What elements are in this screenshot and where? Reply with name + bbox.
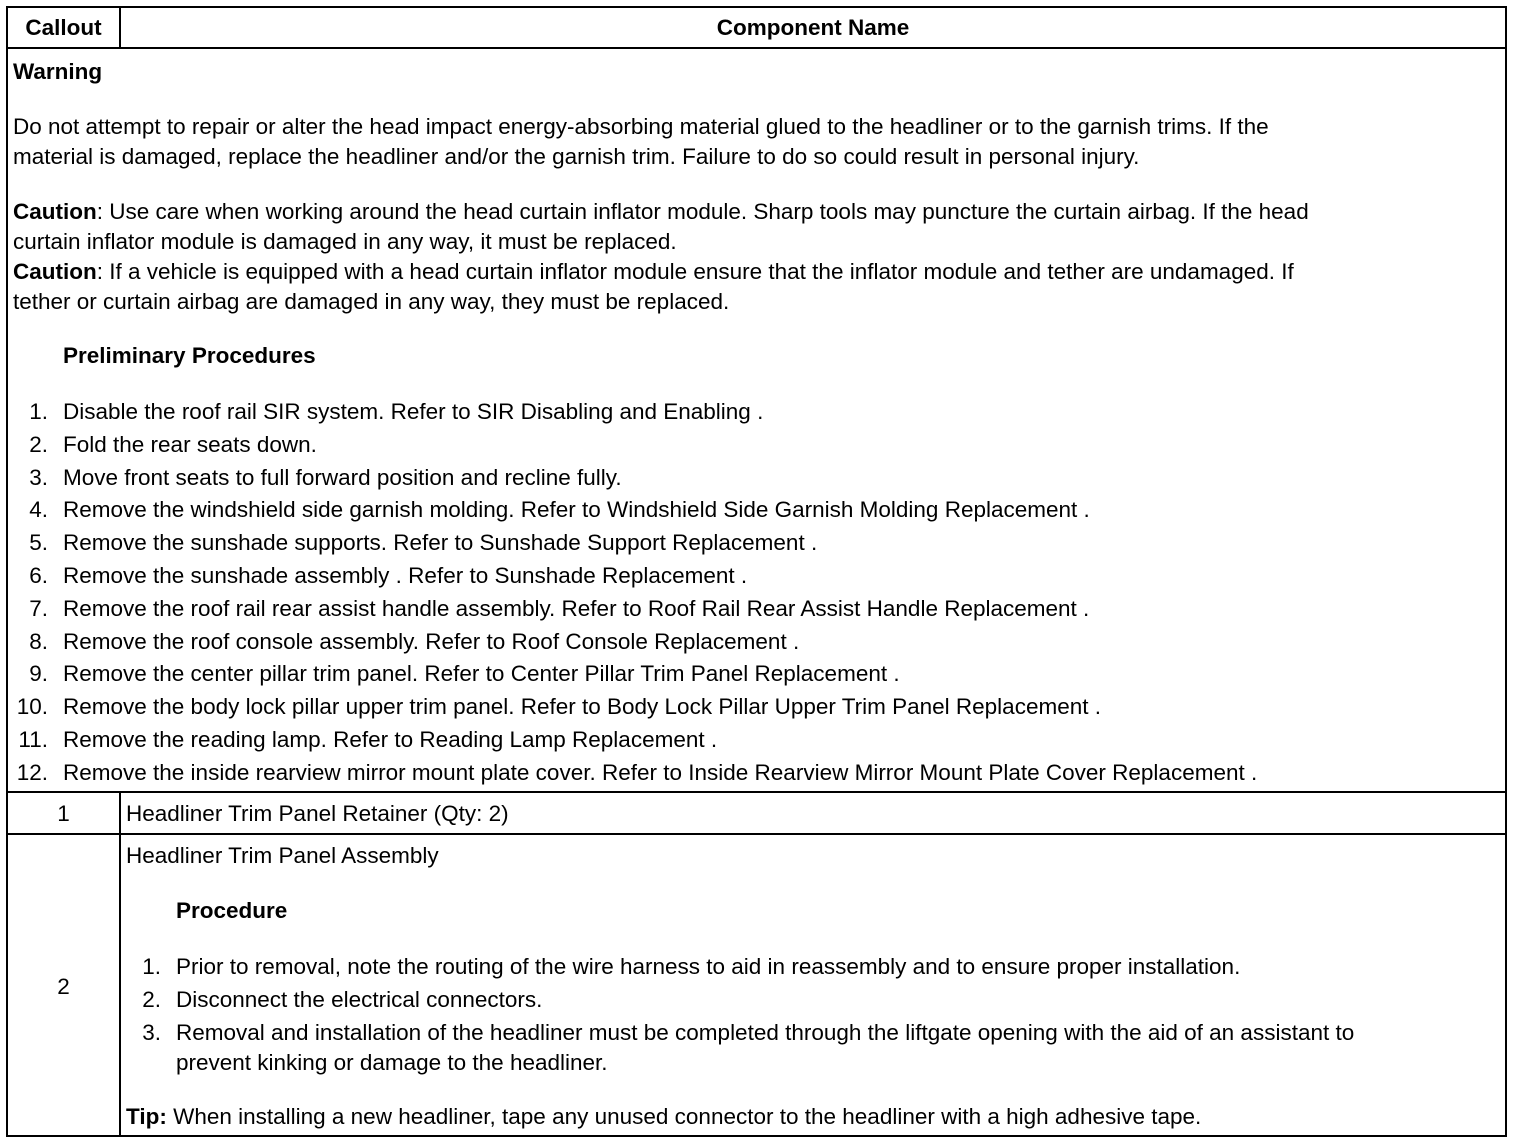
procedure-step-number: 2.: [142, 987, 161, 1012]
procedure-step-text: Removal and installation of the headliner must be completed through the liftgate opening with the aid of an assistant to: [176, 1020, 1355, 1045]
row-1-component-name: Headliner Trim Panel Retainer (Qty: 2): [126, 801, 509, 826]
preliminary-step-number: 10.: [16, 694, 48, 720]
preliminary-step-number: 9.: [29, 661, 48, 687]
row-2-top-divider: [8, 833, 1505, 835]
preliminary-step-number: 7.: [29, 595, 48, 621]
caution-1-text: : Use care when working around the head curtain inflator module. Sharp tools may puncture the curtain airbag. If the head: [96, 199, 1309, 224]
preliminary-procedures-title: Preliminary Procedures: [63, 343, 316, 368]
preliminary-step-text: Remove the body lock pillar upper trim panel. Refer to Body Lock Pillar Upper Trim Panel Replacement .: [63, 694, 1101, 720]
row-1-callout: 1: [57, 801, 70, 826]
procedure-step-text: Prior to removal, note the routing of the wire harness to aid in reassembly and to ensure proper installation.: [176, 954, 1241, 979]
preliminary-step-number: 8.: [29, 628, 48, 654]
header-callout: Callout: [25, 15, 102, 40]
caution-1-line-2: curtain inflator module is damaged in any way, it must be replaced.: [13, 229, 677, 254]
preliminary-step-number: 11.: [18, 727, 48, 752]
caution-1-label: Caution: [13, 199, 97, 224]
procedure-step-text: Disconnect the electrical connectors.: [176, 987, 543, 1012]
preliminary-step-text: Remove the windshield side garnish molding. Refer to Windshield Side Garnish Molding Replacement .: [63, 497, 1090, 523]
row-1-top-divider: [8, 791, 1505, 793]
preliminary-step-text: Remove the reading lamp. Refer to Reading Lamp Replacement .: [63, 727, 718, 752]
preliminary-step-text: Remove the sunshade assembly . Refer to Sunshade Replacement .: [63, 563, 748, 588]
tip-text: When installing a new headliner, tape any unused connector to the headliner with a high adhesive tape.: [166, 1104, 1202, 1129]
preliminary-step-number: 1.: [29, 399, 48, 424]
caution-1-line-1: [13, 197, 1309, 227]
procedure-step-text-continued: prevent kinking or damage to the headliner.: [176, 1050, 608, 1075]
row-2-callout: 2: [57, 974, 70, 999]
caution-2-line-2: tether or curtain airbag are damaged in any way, they must be replaced.: [13, 289, 730, 314]
row-1-column-divider: [119, 791, 121, 833]
row-2-tip: [126, 1102, 1201, 1132]
preliminary-step-number: 2.: [29, 431, 48, 457]
preliminary-step-text: Remove the inside rearview mirror mount plate cover. Refer to Inside Rearview Mirror Mount Plate Cover Replacement .: [63, 759, 1258, 785]
preliminary-step-number: 5.: [29, 530, 48, 556]
preliminary-step-number: 4.: [29, 497, 48, 523]
procedure-step-number: 3.: [142, 1020, 161, 1045]
warning-text-line-2: material is damaged, replace the headliner and/or the garnish trim. Failure to do so could result in personal injury.: [13, 144, 1140, 169]
caution-2-text: : If a vehicle is equipped with a head curtain inflator module ensure that the inflator module and tether are undamaged. If: [96, 259, 1294, 284]
preliminary-step-number: 12.: [16, 759, 48, 785]
preliminary-step-text: Remove the center pillar trim panel. Refer to Center Pillar Trim Panel Replacement .: [63, 661, 900, 687]
component-table: [6, 6, 1507, 1137]
header-component-name: Component Name: [716, 15, 910, 40]
preliminary-step-text: Remove the roof console assembly. Refer to Roof Console Replacement .: [63, 628, 800, 654]
preliminary-step-number: 6.: [29, 563, 48, 588]
row-2-component-name: Headliner Trim Panel Assembly: [126, 843, 439, 868]
preliminary-step-text: Remove the roof rail rear assist handle assembly. Refer to Roof Rail Rear Assist Handle Replacement .: [63, 595, 1090, 621]
preliminary-step-number: 3.: [29, 464, 48, 490]
tip-label: Tip:: [126, 1104, 167, 1129]
caution-2-label: Caution: [13, 259, 97, 284]
row-2-column-divider: [119, 833, 121, 1135]
warning-text-line-1: Do not attempt to repair or alter the head impact energy-absorbing material glued to the headliner or to the garnish trims. If the: [13, 114, 1269, 139]
preliminary-step-text: Fold the rear seats down.: [63, 431, 317, 457]
header-divider: [8, 47, 1505, 49]
preliminary-step-text: Move front seats to full forward position and recline fully.: [63, 464, 622, 490]
preliminary-step-text: Disable the roof rail SIR system. Refer to SIR Disabling and Enabling .: [63, 399, 764, 424]
warning-title: Warning: [13, 59, 103, 84]
procedure-step-number: 1.: [142, 954, 161, 979]
caution-2-line-1: [13, 257, 1294, 287]
row-2-procedure-title: Procedure: [176, 898, 288, 923]
preliminary-step-text: Remove the sunshade supports. Refer to Sunshade Support Replacement .: [63, 530, 818, 556]
